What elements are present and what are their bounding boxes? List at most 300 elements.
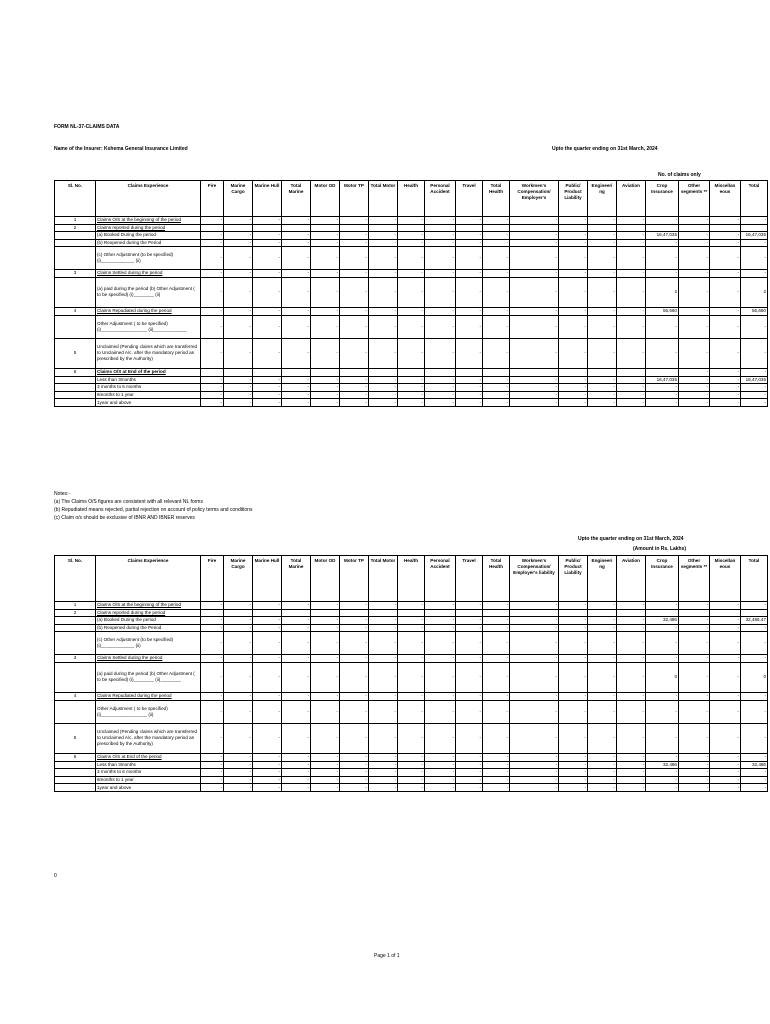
value-cell: - bbox=[425, 632, 456, 655]
value-cell: 56,660 bbox=[646, 308, 679, 316]
value-cell: - bbox=[224, 655, 253, 663]
value-cell: - bbox=[201, 776, 224, 784]
value-cell: - bbox=[510, 399, 559, 407]
value-cell: - bbox=[224, 624, 253, 632]
period-label-top: Upto the quarter ending on 31st March, 2024 bbox=[552, 146, 658, 152]
value-cell: - bbox=[425, 753, 456, 761]
column-header: Motor TP bbox=[340, 556, 369, 602]
value-cell bbox=[201, 609, 224, 617]
value-cell bbox=[201, 368, 224, 376]
value-cell: - bbox=[710, 602, 741, 610]
value-cell: - bbox=[741, 368, 768, 376]
value-cell: - bbox=[646, 776, 679, 784]
claims-experience-cell: (a) paid during the period (b) Other Adjustment ( to be specified) (i)________ (ii) bbox=[96, 277, 201, 307]
table-row bbox=[55, 617, 768, 625]
value-cell: - bbox=[710, 693, 741, 701]
value-cell: - bbox=[617, 723, 646, 753]
value-cell: - bbox=[340, 338, 369, 368]
value-cell: - bbox=[617, 753, 646, 761]
value-cell bbox=[253, 224, 282, 232]
value-cell: - bbox=[559, 784, 588, 792]
value-cell: - bbox=[369, 617, 398, 625]
value-cell: - bbox=[741, 723, 768, 753]
value-cell: - bbox=[646, 399, 679, 407]
value-cell: - bbox=[456, 315, 483, 338]
value-cell: - bbox=[710, 376, 741, 384]
value-cell: - bbox=[617, 700, 646, 723]
value-cell: - bbox=[646, 391, 679, 399]
value-cell bbox=[311, 368, 340, 376]
column-header: Motor TP bbox=[340, 181, 369, 217]
column-header: Crop Insurance bbox=[646, 556, 679, 602]
serial-number-cell bbox=[55, 624, 96, 632]
claims-experience-cell: 3 months to 6 months bbox=[96, 384, 201, 392]
value-cell: - bbox=[369, 270, 398, 278]
column-header: Other segments ** bbox=[679, 556, 710, 602]
value-cell: - bbox=[588, 776, 617, 784]
column-header: Marine Hull bbox=[253, 556, 282, 602]
value-cell: - bbox=[510, 693, 559, 701]
value-cell: - bbox=[201, 617, 224, 625]
serial-number-cell: 4 bbox=[55, 308, 96, 316]
table-row bbox=[55, 308, 768, 316]
serial-number-cell bbox=[55, 315, 96, 338]
value-cell: - bbox=[510, 338, 559, 368]
value-cell: - bbox=[253, 617, 282, 625]
value-cell: - bbox=[456, 399, 483, 407]
value-cell: - bbox=[398, 239, 425, 247]
units-bottom: (Amount in Rs. Lakhs) bbox=[633, 546, 687, 552]
serial-number-cell: 5 bbox=[55, 723, 96, 753]
value-cell: - bbox=[425, 315, 456, 338]
value-cell: - bbox=[710, 624, 741, 632]
value-cell: - bbox=[311, 338, 340, 368]
table-row bbox=[55, 700, 768, 723]
value-cell: - bbox=[588, 239, 617, 247]
value-cell: - bbox=[617, 399, 646, 407]
value-cell: - bbox=[224, 632, 253, 655]
value-cell: - bbox=[201, 662, 224, 692]
table-row bbox=[55, 655, 768, 663]
value-cell: - bbox=[617, 693, 646, 701]
value-cell: - bbox=[588, 700, 617, 723]
value-cell: - bbox=[646, 384, 679, 392]
value-cell: - bbox=[646, 270, 679, 278]
value-cell bbox=[282, 368, 311, 376]
value-cell: - bbox=[710, 753, 741, 761]
value-cell: - bbox=[588, 315, 617, 338]
value-cell: - bbox=[201, 239, 224, 247]
value-cell: - bbox=[679, 384, 710, 392]
value-cell: - bbox=[340, 769, 369, 777]
value-cell: - bbox=[224, 784, 253, 792]
value-cell: - bbox=[425, 723, 456, 753]
value-cell: - bbox=[559, 239, 588, 247]
value-cell: - bbox=[510, 308, 559, 316]
value-cell: - bbox=[253, 776, 282, 784]
value-cell: - bbox=[617, 662, 646, 692]
value-cell: - bbox=[559, 376, 588, 384]
value-cell: 16,47,035 bbox=[741, 376, 768, 384]
value-cell: - bbox=[425, 399, 456, 407]
value-cell bbox=[617, 224, 646, 232]
value-cell: - bbox=[311, 399, 340, 407]
value-cell: - bbox=[510, 239, 559, 247]
claims-experience-cell: (a) paid during the period (b) Other Adjustment ( to be specified) (i)________ (ii)________ bbox=[96, 662, 201, 692]
value-cell: - bbox=[510, 784, 559, 792]
value-cell: - bbox=[253, 384, 282, 392]
value-cell bbox=[559, 224, 588, 232]
value-cell: - bbox=[510, 753, 559, 761]
value-cell: - bbox=[201, 723, 224, 753]
value-cell: - bbox=[588, 602, 617, 610]
serial-number-cell: 2 bbox=[55, 609, 96, 617]
value-cell: - bbox=[679, 602, 710, 610]
value-cell: - bbox=[741, 602, 768, 610]
serial-number-cell bbox=[55, 247, 96, 270]
value-cell: - bbox=[588, 632, 617, 655]
value-cell: - bbox=[510, 602, 559, 610]
value-cell: - bbox=[425, 338, 456, 368]
value-cell: - bbox=[369, 399, 398, 407]
value-cell bbox=[282, 609, 311, 617]
value-cell: - bbox=[559, 655, 588, 663]
value-cell: - bbox=[369, 753, 398, 761]
value-cell: - bbox=[253, 662, 282, 692]
claims-experience-cell: Unclaimed (Pending claims which are transferred to Unclaimed A/c. after the mandatory period as prescribed by the Authority) bbox=[96, 338, 201, 368]
value-cell: - bbox=[253, 277, 282, 307]
value-cell: - bbox=[559, 247, 588, 270]
value-cell: - bbox=[340, 399, 369, 407]
value-cell bbox=[253, 368, 282, 376]
serial-number-cell bbox=[55, 384, 96, 392]
value-cell: - bbox=[201, 761, 224, 769]
column-header: Total Marine bbox=[282, 556, 311, 602]
value-cell: - bbox=[369, 217, 398, 225]
value-cell: - bbox=[741, 217, 768, 225]
value-cell: - bbox=[741, 247, 768, 270]
table-row bbox=[55, 602, 768, 610]
value-cell: - bbox=[710, 338, 741, 368]
value-cell: - bbox=[398, 617, 425, 625]
value-cell: - bbox=[253, 217, 282, 225]
value-cell: - bbox=[679, 338, 710, 368]
value-cell: - bbox=[425, 761, 456, 769]
value-cell: - bbox=[679, 761, 710, 769]
value-cell: - bbox=[456, 277, 483, 307]
claims-experience-cell: 1year and above bbox=[96, 399, 201, 407]
value-cell: - bbox=[369, 632, 398, 655]
value-cell: - bbox=[201, 753, 224, 761]
value-cell: - bbox=[425, 270, 456, 278]
value-cell: - bbox=[311, 753, 340, 761]
table-row bbox=[55, 723, 768, 753]
value-cell: - bbox=[398, 391, 425, 399]
value-cell: - bbox=[710, 217, 741, 225]
value-cell: 16,47,035 bbox=[741, 232, 768, 240]
value-cell: - bbox=[588, 232, 617, 240]
column-header: Engineeri ng bbox=[588, 556, 617, 602]
value-cell: - bbox=[224, 391, 253, 399]
value-cell bbox=[340, 368, 369, 376]
value-cell: - bbox=[201, 624, 224, 632]
value-cell: - bbox=[369, 761, 398, 769]
value-cell: - bbox=[741, 239, 768, 247]
value-cell: 0 bbox=[741, 662, 768, 692]
value-cell: - bbox=[369, 624, 398, 632]
column-header: Travel bbox=[456, 181, 483, 217]
value-cell: - bbox=[646, 655, 679, 663]
value-cell: - bbox=[253, 784, 282, 792]
value-cell: - bbox=[456, 655, 483, 663]
value-cell: - bbox=[340, 723, 369, 753]
value-cell: - bbox=[741, 399, 768, 407]
value-cell: - bbox=[201, 399, 224, 407]
claims-experience-cell: (c) Other Adjustment (to be specified) (i)_____________ (ii) bbox=[96, 247, 201, 270]
value-cell bbox=[510, 224, 559, 232]
value-cell: - bbox=[398, 693, 425, 701]
table-row bbox=[55, 761, 768, 769]
column-header: Total Health bbox=[483, 556, 510, 602]
serial-number-cell: 3 bbox=[55, 270, 96, 278]
value-cell: - bbox=[588, 784, 617, 792]
value-cell: - bbox=[559, 624, 588, 632]
value-cell: - bbox=[559, 693, 588, 701]
table-row bbox=[55, 270, 768, 278]
value-cell: - bbox=[282, 693, 311, 701]
value-cell: - bbox=[425, 700, 456, 723]
table-row bbox=[55, 338, 768, 368]
value-cell: - bbox=[483, 247, 510, 270]
value-cell: - bbox=[456, 270, 483, 278]
table-row bbox=[55, 277, 768, 307]
value-cell: - bbox=[559, 662, 588, 692]
value-cell: - bbox=[201, 376, 224, 384]
value-cell: - bbox=[510, 700, 559, 723]
value-cell: - bbox=[741, 270, 768, 278]
value-cell: - bbox=[617, 270, 646, 278]
value-cell: - bbox=[282, 761, 311, 769]
value-cell: - bbox=[456, 338, 483, 368]
column-header: Public/ Product Liability bbox=[559, 556, 588, 602]
value-cell: - bbox=[710, 655, 741, 663]
value-cell: - bbox=[425, 239, 456, 247]
serial-number-cell: 3 bbox=[55, 655, 96, 663]
value-cell: - bbox=[646, 769, 679, 777]
value-cell: - bbox=[679, 655, 710, 663]
claims-experience-cell: Claims O/S at End of the period bbox=[96, 368, 201, 376]
value-cell: - bbox=[425, 769, 456, 777]
value-cell: - bbox=[340, 239, 369, 247]
note-c: (c) Claim o/s should be exclusive of IBNR AND IBNER reserves bbox=[54, 515, 195, 521]
value-cell bbox=[224, 368, 253, 376]
value-cell: - bbox=[340, 761, 369, 769]
claims-experience-cell: Claims reported during the period bbox=[96, 609, 201, 617]
value-cell: - bbox=[510, 277, 559, 307]
value-cell: - bbox=[617, 617, 646, 625]
value-cell: - bbox=[398, 277, 425, 307]
value-cell: - bbox=[710, 239, 741, 247]
value-cell: - bbox=[398, 753, 425, 761]
value-cell: - bbox=[483, 217, 510, 225]
table-row bbox=[55, 769, 768, 777]
value-cell: - bbox=[559, 217, 588, 225]
value-cell: - bbox=[340, 217, 369, 225]
value-cell: - bbox=[679, 784, 710, 792]
value-cell: - bbox=[253, 247, 282, 270]
value-cell: - bbox=[224, 338, 253, 368]
value-cell: - bbox=[510, 217, 559, 225]
value-cell: - bbox=[456, 247, 483, 270]
value-cell: - bbox=[398, 784, 425, 792]
value-cell: - bbox=[369, 776, 398, 784]
value-cell: - bbox=[311, 602, 340, 610]
value-cell: - bbox=[311, 247, 340, 270]
column-header: Miscellan eous bbox=[710, 556, 741, 602]
value-cell: - bbox=[741, 624, 768, 632]
value-cell: - bbox=[483, 399, 510, 407]
value-cell: - bbox=[224, 247, 253, 270]
value-cell: - bbox=[559, 776, 588, 784]
value-cell: - bbox=[456, 784, 483, 792]
serial-number-cell bbox=[55, 617, 96, 625]
value-cell: - bbox=[369, 315, 398, 338]
value-cell bbox=[617, 609, 646, 617]
column-header: Sl. No. bbox=[55, 181, 96, 217]
value-cell: - bbox=[456, 632, 483, 655]
serial-number-cell bbox=[55, 784, 96, 792]
value-cell: - bbox=[224, 776, 253, 784]
value-cell: - bbox=[398, 776, 425, 784]
value-cell: - bbox=[340, 632, 369, 655]
column-header: Personal Accident bbox=[425, 556, 456, 602]
table-row bbox=[55, 609, 768, 617]
value-cell: - bbox=[741, 384, 768, 392]
value-cell bbox=[679, 224, 710, 232]
value-cell: - bbox=[253, 399, 282, 407]
value-cell: - bbox=[510, 232, 559, 240]
value-cell: - bbox=[282, 753, 311, 761]
value-cell: - bbox=[483, 232, 510, 240]
column-header: Workmen's Compensation/ Employer's bbox=[510, 181, 559, 217]
value-cell: - bbox=[679, 624, 710, 632]
value-cell: - bbox=[588, 723, 617, 753]
value-cell: - bbox=[282, 239, 311, 247]
value-cell: - bbox=[282, 308, 311, 316]
serial-number-cell: 2 bbox=[55, 224, 96, 232]
value-cell: - bbox=[741, 753, 768, 761]
value-cell: - bbox=[510, 391, 559, 399]
value-cell bbox=[369, 224, 398, 232]
value-cell: - bbox=[646, 700, 679, 723]
value-cell: - bbox=[617, 391, 646, 399]
value-cell: - bbox=[646, 217, 679, 225]
value-cell: - bbox=[201, 315, 224, 338]
table-row bbox=[55, 391, 768, 399]
value-cell: - bbox=[646, 624, 679, 632]
value-cell: - bbox=[425, 217, 456, 225]
value-cell: - bbox=[559, 723, 588, 753]
value-cell: - bbox=[398, 632, 425, 655]
table-row bbox=[55, 384, 768, 392]
value-cell bbox=[559, 368, 588, 376]
value-cell: - bbox=[710, 776, 741, 784]
claims-experience-cell: Claims reported during the period bbox=[96, 224, 201, 232]
table-row bbox=[55, 784, 768, 792]
value-cell: - bbox=[559, 232, 588, 240]
value-cell: - bbox=[201, 769, 224, 777]
value-cell: - bbox=[741, 655, 768, 663]
value-cell: - bbox=[617, 776, 646, 784]
value-cell: - bbox=[456, 232, 483, 240]
value-cell: - bbox=[369, 376, 398, 384]
value-cell: - bbox=[224, 769, 253, 777]
value-cell: - bbox=[617, 338, 646, 368]
claims-experience-cell: 3 months to 6 months bbox=[96, 769, 201, 777]
value-cell: - bbox=[456, 693, 483, 701]
value-cell: - bbox=[456, 602, 483, 610]
column-header: Marine Hull bbox=[253, 181, 282, 217]
table-row bbox=[55, 224, 768, 232]
column-header: Claims Experience bbox=[96, 181, 201, 217]
value-cell: - bbox=[282, 376, 311, 384]
value-cell: - bbox=[311, 655, 340, 663]
serial-number-cell bbox=[55, 376, 96, 384]
value-cell: - bbox=[224, 239, 253, 247]
serial-number-cell bbox=[55, 761, 96, 769]
value-cell bbox=[741, 224, 768, 232]
value-cell: - bbox=[679, 308, 710, 316]
column-header: Personal Accident bbox=[425, 181, 456, 217]
value-cell: - bbox=[253, 723, 282, 753]
value-cell: - bbox=[559, 315, 588, 338]
value-cell: - bbox=[311, 232, 340, 240]
column-header: Workmen's Compensation/ Employer's liability bbox=[510, 556, 559, 602]
value-cell: - bbox=[679, 247, 710, 270]
claims-experience-cell: Unclaimed (Pending claims which are transferred to Unclaimed A/c. after the mandatory period as prescribed by the Authority) bbox=[96, 723, 201, 753]
value-cell: - bbox=[456, 700, 483, 723]
value-cell: - bbox=[224, 232, 253, 240]
value-cell: - bbox=[559, 338, 588, 368]
value-cell: - bbox=[311, 376, 340, 384]
value-cell: - bbox=[646, 723, 679, 753]
page-number: Page 1 of 1 bbox=[374, 953, 400, 959]
value-cell bbox=[588, 368, 617, 376]
value-cell bbox=[224, 224, 253, 232]
value-cell: 0 bbox=[646, 662, 679, 692]
value-cell: - bbox=[510, 769, 559, 777]
notes-heading: Notes:- bbox=[54, 491, 71, 497]
value-cell: - bbox=[483, 753, 510, 761]
value-cell: - bbox=[340, 617, 369, 625]
value-cell bbox=[617, 368, 646, 376]
value-cell: - bbox=[483, 761, 510, 769]
value-cell: - bbox=[510, 655, 559, 663]
value-cell: - bbox=[282, 784, 311, 792]
value-cell: - bbox=[588, 399, 617, 407]
value-cell: - bbox=[201, 338, 224, 368]
value-cell: 16,47,035 bbox=[646, 376, 679, 384]
value-cell bbox=[646, 609, 679, 617]
value-cell: - bbox=[425, 602, 456, 610]
value-cell: - bbox=[617, 376, 646, 384]
value-cell: - bbox=[679, 399, 710, 407]
value-cell: - bbox=[340, 384, 369, 392]
value-cell: - bbox=[710, 308, 741, 316]
value-cell bbox=[710, 609, 741, 617]
value-cell: - bbox=[617, 239, 646, 247]
value-cell: - bbox=[425, 247, 456, 270]
